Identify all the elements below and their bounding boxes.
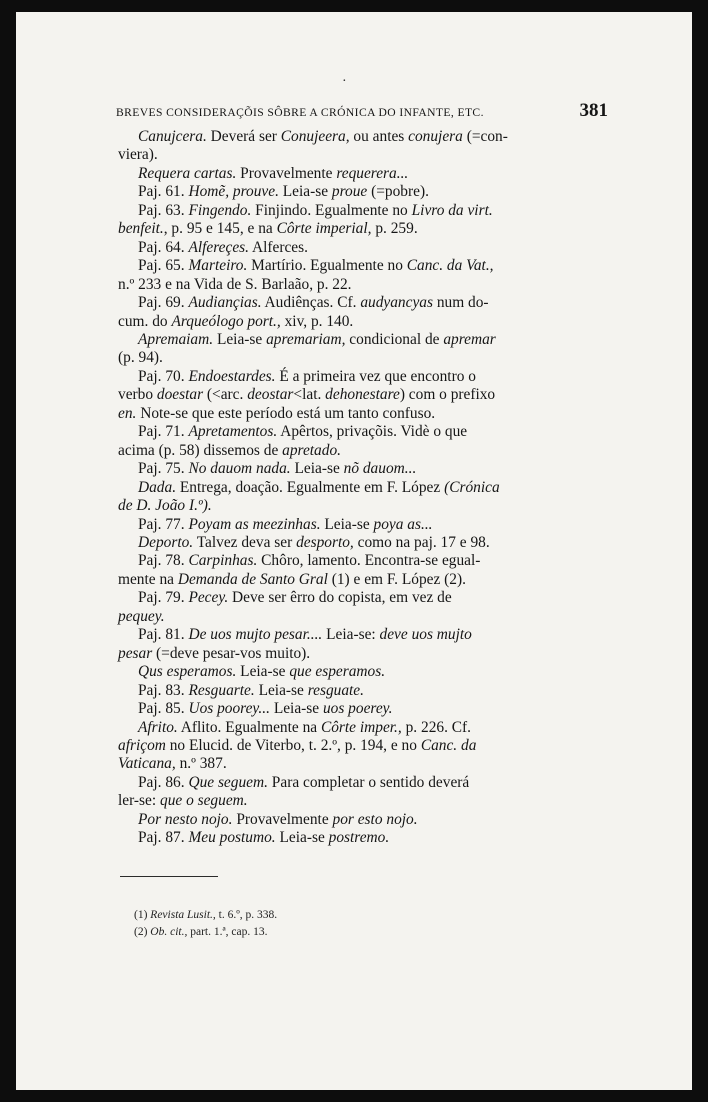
text-span: Deverá ser bbox=[206, 128, 281, 145]
entry-term: Fingendo. bbox=[188, 201, 252, 219]
text-span: Finjindo. Egualmente no bbox=[251, 201, 412, 219]
paragraph bbox=[118, 829, 602, 847]
text-span: pesar bbox=[118, 644, 153, 662]
entry-term: Canujcera. bbox=[138, 128, 207, 145]
text-span: Para completar o sentido deverá bbox=[267, 773, 470, 791]
text-span: Paj. 64. bbox=[138, 238, 189, 256]
text-span: nõ dauom... bbox=[343, 460, 417, 478]
paragraph bbox=[118, 460, 602, 478]
text-span: (=pobre). bbox=[367, 183, 429, 201]
paragraph bbox=[118, 165, 602, 183]
text-span: afriçom bbox=[118, 736, 166, 754]
text-span: Paj. 70. bbox=[138, 367, 189, 385]
text-span: Leia-se bbox=[269, 700, 323, 718]
text-span: ler-se: bbox=[118, 792, 160, 810]
paragraph bbox=[118, 294, 602, 331]
text-span: viera). bbox=[118, 146, 158, 164]
page-header bbox=[116, 102, 606, 126]
footnote-rule bbox=[120, 876, 218, 877]
entry-term: Carpinhas. bbox=[188, 552, 258, 570]
text-span: Paj. 77. bbox=[138, 515, 189, 533]
text-span: Demanda de Santo Gral bbox=[177, 570, 328, 588]
text-span: Leia-se bbox=[278, 183, 332, 201]
entry-term: Dada. bbox=[138, 478, 177, 496]
text-span: (=deve pesar-vos muito). bbox=[152, 644, 311, 662]
text-span: p. 226. Cf. bbox=[401, 718, 472, 736]
text-span: <lat. bbox=[293, 386, 326, 404]
text-span: que esperamos. bbox=[289, 663, 386, 681]
footnotes bbox=[134, 907, 277, 941]
paragraph bbox=[118, 589, 602, 626]
text-span: (p. 94). bbox=[118, 349, 163, 367]
text-span: Audiênças. Cf. bbox=[261, 294, 361, 312]
text-span: É a primeira vez que encontro o bbox=[275, 367, 476, 385]
text-span: pequey. bbox=[118, 607, 165, 625]
text-span: Paj. 85. bbox=[138, 700, 189, 718]
entry-term: Meu postumo. bbox=[188, 829, 276, 847]
text-span: Provavelmente bbox=[236, 164, 337, 182]
entry-term: Qus esperamos. bbox=[138, 663, 237, 681]
text-span: Paj. 87. bbox=[138, 829, 189, 847]
text-span: Leia-se bbox=[213, 330, 267, 348]
paragraph bbox=[118, 479, 602, 516]
entry-term: Requera cartas. bbox=[138, 164, 237, 182]
entry-term: De uos mujto pesar.... bbox=[188, 626, 323, 644]
text-span: Leia-se bbox=[275, 829, 329, 847]
text-span: Côrte imper., bbox=[320, 718, 402, 736]
footnote bbox=[134, 924, 277, 941]
paragraph bbox=[118, 719, 602, 774]
footnote-marker: (2) bbox=[134, 926, 151, 938]
paragraph bbox=[118, 239, 602, 257]
text-span: benfeit. bbox=[118, 220, 164, 238]
text-span: n.º 387. bbox=[175, 755, 227, 773]
entry-term: Afrito. bbox=[138, 718, 178, 736]
paragraph bbox=[118, 423, 602, 460]
footnote bbox=[134, 907, 277, 924]
text-span: Ob. cit., bbox=[150, 926, 188, 938]
paragraph bbox=[118, 331, 602, 368]
paragraph bbox=[118, 183, 602, 201]
paragraph bbox=[118, 811, 602, 829]
text-span: Paj. 79. bbox=[138, 589, 189, 607]
text-span: Note-se que este período está um tanto confuso. bbox=[136, 404, 436, 422]
paragraph bbox=[118, 700, 602, 718]
paragraph bbox=[118, 552, 602, 589]
text-span: Vaticana, bbox=[118, 755, 176, 773]
text-span: de D. João I.º). bbox=[118, 497, 212, 515]
text-span: (1) e em F. López (2). bbox=[327, 570, 466, 588]
text-span: Paj. 63. bbox=[138, 201, 189, 219]
footnote-marker: (1) bbox=[134, 909, 151, 921]
text-span: Paj. 86. bbox=[138, 773, 189, 791]
text-span: Chôro, lamento. Encontra-se egual- bbox=[257, 552, 481, 570]
text-span: que o seguem. bbox=[160, 792, 248, 810]
text-span: Paj. 65. bbox=[138, 257, 189, 275]
text-span: Deve ser êrro do copista, em vez de bbox=[228, 589, 452, 607]
paragraph bbox=[118, 663, 602, 681]
entry-term: Poyam as meezinhas. bbox=[188, 515, 321, 533]
text-span: requerera... bbox=[336, 164, 409, 182]
entry-term: Alfereçes. bbox=[188, 238, 249, 256]
entry-term: Homẽ, prouve. bbox=[188, 183, 279, 201]
text-span: acima (p. 58) dissemos de bbox=[118, 441, 283, 459]
entry-term: No dauom nada. bbox=[188, 460, 291, 478]
text-span: Alferces. bbox=[249, 238, 308, 256]
running-head: BREVES CONSIDERAÇÕIS SÔBRE A CRÓNICA DO INFANTE, ETC. bbox=[116, 106, 484, 119]
entry-term: Pecey. bbox=[188, 589, 229, 607]
text-span: cum. do bbox=[118, 312, 172, 330]
paragraph bbox=[118, 128, 602, 165]
text-span: Leia-se: bbox=[322, 626, 380, 644]
entry-term: Marteiro. bbox=[188, 257, 248, 275]
entry-term: Uos poorey... bbox=[188, 700, 270, 718]
text-span: apremariam, bbox=[266, 330, 346, 348]
text-span: Paj. 69. bbox=[138, 294, 189, 312]
printer-dot: · bbox=[342, 74, 347, 89]
text-span: Canc. da bbox=[420, 736, 477, 754]
text-span: Revista Lusit., bbox=[150, 909, 216, 921]
paragraph bbox=[118, 368, 602, 423]
text-span: Leia-se bbox=[320, 515, 374, 533]
paragraph bbox=[118, 534, 602, 552]
paragraph bbox=[118, 202, 602, 239]
entry-term: Audiançias. bbox=[188, 294, 262, 312]
page-number: 381 bbox=[579, 100, 608, 121]
text-span: Leia-se bbox=[236, 663, 290, 681]
text-span: proue bbox=[331, 183, 368, 201]
text-span: Leia-se bbox=[254, 681, 308, 699]
text-span: Conujeera, bbox=[280, 128, 350, 145]
text-span: verbo bbox=[118, 386, 157, 404]
entry-term: Que seguem. bbox=[188, 773, 268, 791]
book-page bbox=[16, 12, 692, 1090]
text-span: Paj. 83. bbox=[138, 681, 189, 699]
text-span: Paj. 71. bbox=[138, 423, 189, 441]
text-span: part. 1.ª, cap. 13. bbox=[187, 926, 268, 938]
text-span: conujera bbox=[408, 128, 463, 145]
text-span: Canc. da Vat., bbox=[406, 257, 494, 275]
text-span: Aflito. Egualmente na bbox=[177, 718, 321, 736]
text-span: audyancyas bbox=[360, 294, 433, 312]
text-span: doestar bbox=[156, 386, 204, 404]
text-span: Arqueólogo port., bbox=[171, 312, 281, 330]
text-span: no Elucid. de Viterbo, t. 2.º, p. 194, e no bbox=[165, 736, 421, 754]
entry-term: Resguarte. bbox=[188, 681, 255, 699]
text-span: t. 6.º, p. 338. bbox=[215, 909, 278, 921]
text-span: Paj. 75. bbox=[138, 460, 189, 478]
text-span: condicional de bbox=[345, 330, 444, 348]
paragraph bbox=[118, 257, 602, 294]
text-span: dehonestare bbox=[325, 386, 400, 404]
text-span: Paj. 78. bbox=[138, 552, 189, 570]
text-span: postremo. bbox=[328, 829, 390, 847]
text-span: por esto nojo. bbox=[332, 810, 418, 828]
text-span: n.º 233 e na Vida de S. Barlaão, p. 22. bbox=[118, 275, 352, 293]
text-span: xiv, p. 140. bbox=[280, 312, 354, 330]
text-span: como na paj. 17 e 98. bbox=[353, 533, 490, 551]
text-span: Talvez deva ser bbox=[193, 533, 297, 551]
text-span: ) com o prefixo bbox=[399, 386, 496, 404]
text-span: ou antes bbox=[349, 128, 409, 145]
text-span: poya as... bbox=[373, 515, 433, 533]
paragraph bbox=[118, 626, 602, 663]
text-span: (<arc. bbox=[203, 386, 248, 404]
text-span: apretado. bbox=[282, 441, 341, 459]
text-span: Leia-se bbox=[290, 460, 344, 478]
text-span: apremar bbox=[443, 330, 496, 348]
text-span: (Crónica bbox=[444, 478, 500, 496]
text-span: deostar bbox=[247, 386, 294, 404]
paragraph bbox=[118, 516, 602, 534]
text-span: uos poerey. bbox=[322, 700, 393, 718]
text-span: Martírio. Egualmente no bbox=[247, 257, 407, 275]
text-span: p. 259. bbox=[371, 220, 418, 238]
page-body bbox=[118, 128, 602, 848]
text-span: Entrega, doação. Egualmente em F. López bbox=[176, 478, 445, 496]
entry-term: Por nesto nojo. bbox=[138, 810, 233, 828]
text-span: Côrte imperial, bbox=[276, 220, 372, 238]
text-span: Livro da virt. bbox=[411, 201, 493, 219]
text-span: en. bbox=[118, 404, 137, 422]
entry-term: Endoestardes. bbox=[188, 367, 276, 385]
text-span: resguate. bbox=[307, 681, 364, 699]
text-span: deve uos mujto bbox=[379, 626, 472, 644]
text-span: Apêrtos, privaçõis. Vidè o que bbox=[277, 423, 468, 441]
text-span: desporto, bbox=[296, 533, 354, 551]
text-span: Provavelmente bbox=[232, 810, 333, 828]
text-span: Paj. 81. bbox=[138, 626, 189, 644]
paragraph bbox=[118, 774, 602, 811]
text-span: mente na bbox=[118, 570, 178, 588]
text-span: num do- bbox=[432, 294, 489, 312]
text-span: , p. 95 e 145, e na bbox=[163, 220, 277, 238]
text-span: (=con- bbox=[462, 128, 508, 145]
entry-term: Deporto. bbox=[138, 533, 194, 551]
entry-term: Apretamentos. bbox=[188, 423, 278, 441]
entry-term: Apremaiam. bbox=[138, 330, 214, 348]
text-span: Paj. 61. bbox=[138, 183, 189, 201]
paragraph bbox=[118, 682, 602, 700]
